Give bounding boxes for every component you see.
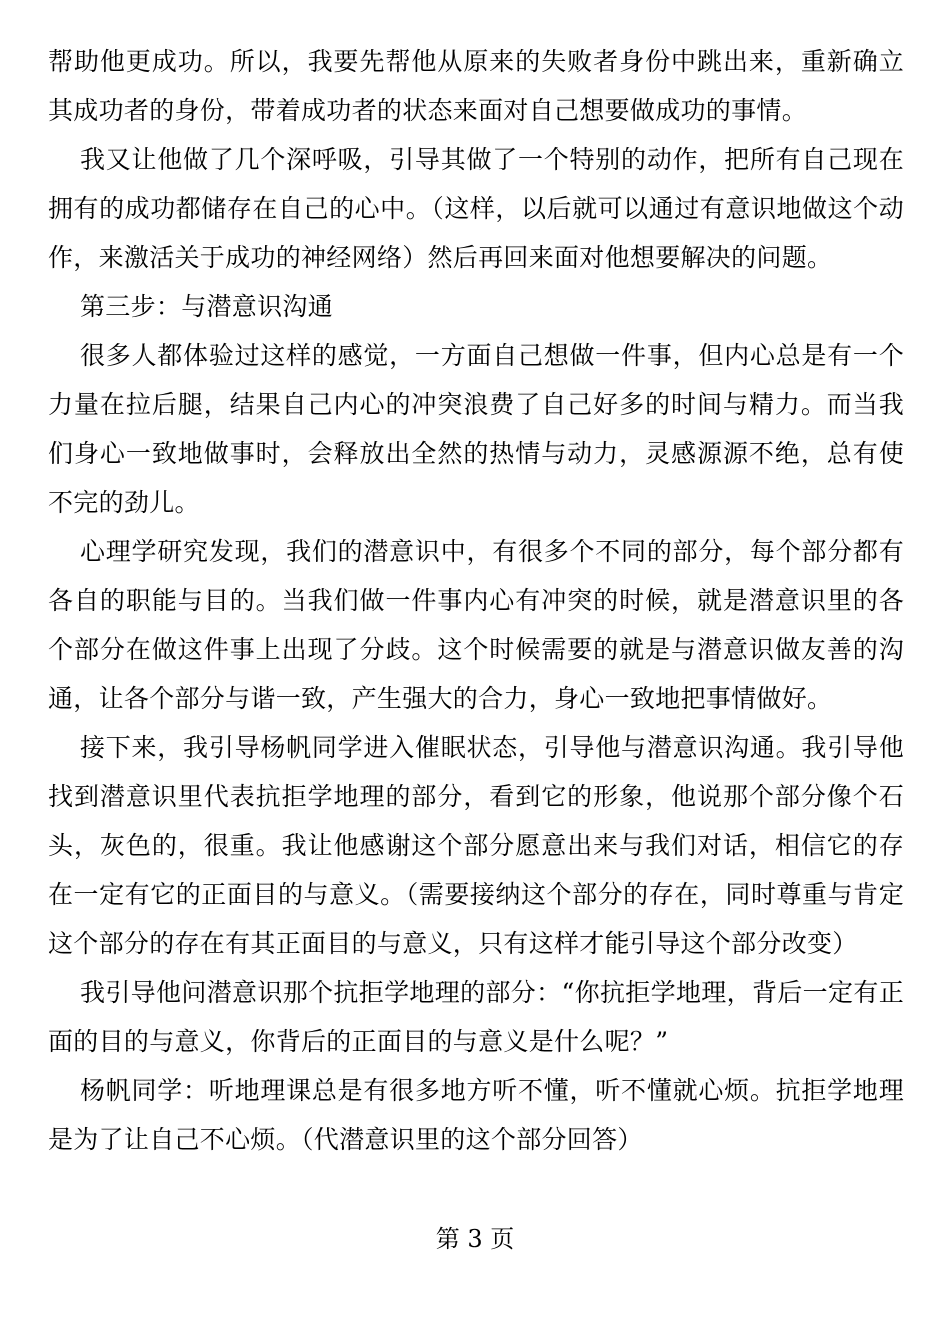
page-number: 第 3 页 — [435, 1225, 515, 1253]
paragraph-deep-breathing: 我又让他做了几个深呼吸，引导其做了一个特别的动作，把所有自己现在拥有的成功都储存在自己的心中。（这样，以后就可以通过有意识地做这个动作，来激活关于成功的神经网络）然后再回来面对他想要解决的问题。 — [48, 145, 904, 272]
section-heading-step-three: 第三步：与潜意识沟通 — [80, 292, 334, 321]
paragraph-student-answer: 杨帆同学：听地理课总是有很多地方听不懂，听不懂就心烦。抗拒学地理是为了让自己不心烦。（代潜意识里的这个部分回答） — [48, 1076, 904, 1154]
paragraph-inner-conflict: 很多人都体验过这样的感觉，一方面自己想做一件事，但内心总是有一个力量在拉后腿，结果自己内心的冲突浪费了自己好多的时间与精力。而当我们身心一致地做事时，会释放出全然的热情与动力，灵感源源不绝，总有使不完的劲儿。 — [48, 341, 904, 517]
paragraph-hypnosis-guidance: 接下来，我引导杨帆同学进入催眠状态，引导他与潜意识沟通。我引导他找到潜意识里代表抗拒学地理的部分，看到它的形象，他说那个部分像个石头，灰色的，很重。我让他感谢这个部分愿意出来与我们对话，相信它的存在一定有它的正面目的与意义。（需要接纳这个部分的存在，同时尊重与肯定这个部分的存在有其正面目的与意义，只有这样才能引导这个部分改变） — [48, 733, 904, 958]
paragraph-psychology-research: 心理学研究发现，我们的潜意识中，有很多个不同的部分，每个部分都有各自的职能与目的。当我们做一件事内心有冲突的时候，就是潜意识里的各个部分在做这件事上出现了分歧。这个时候需要的就是与潜意识做友善的沟通，让各个部分与谐一致，产生强大的合力，身心一致地把事情做好。 — [48, 537, 904, 713]
paragraph-continuation: 帮助他更成功。所以，我要先帮他从原来的失败者身份中跳出来，重新确立其成功者的身份，带着成功者的状态来面对自己想要做成功的事情。 — [48, 47, 904, 125]
paragraph-question-to-subconscious: 我引导他问潜意识那个抗拒学地理的部分：“你抗拒学地理，背后一定有正面的目的与意义，你背后的正面目的与意义是什么呢？” — [48, 978, 904, 1056]
document-body — [48, 37, 904, 1164]
